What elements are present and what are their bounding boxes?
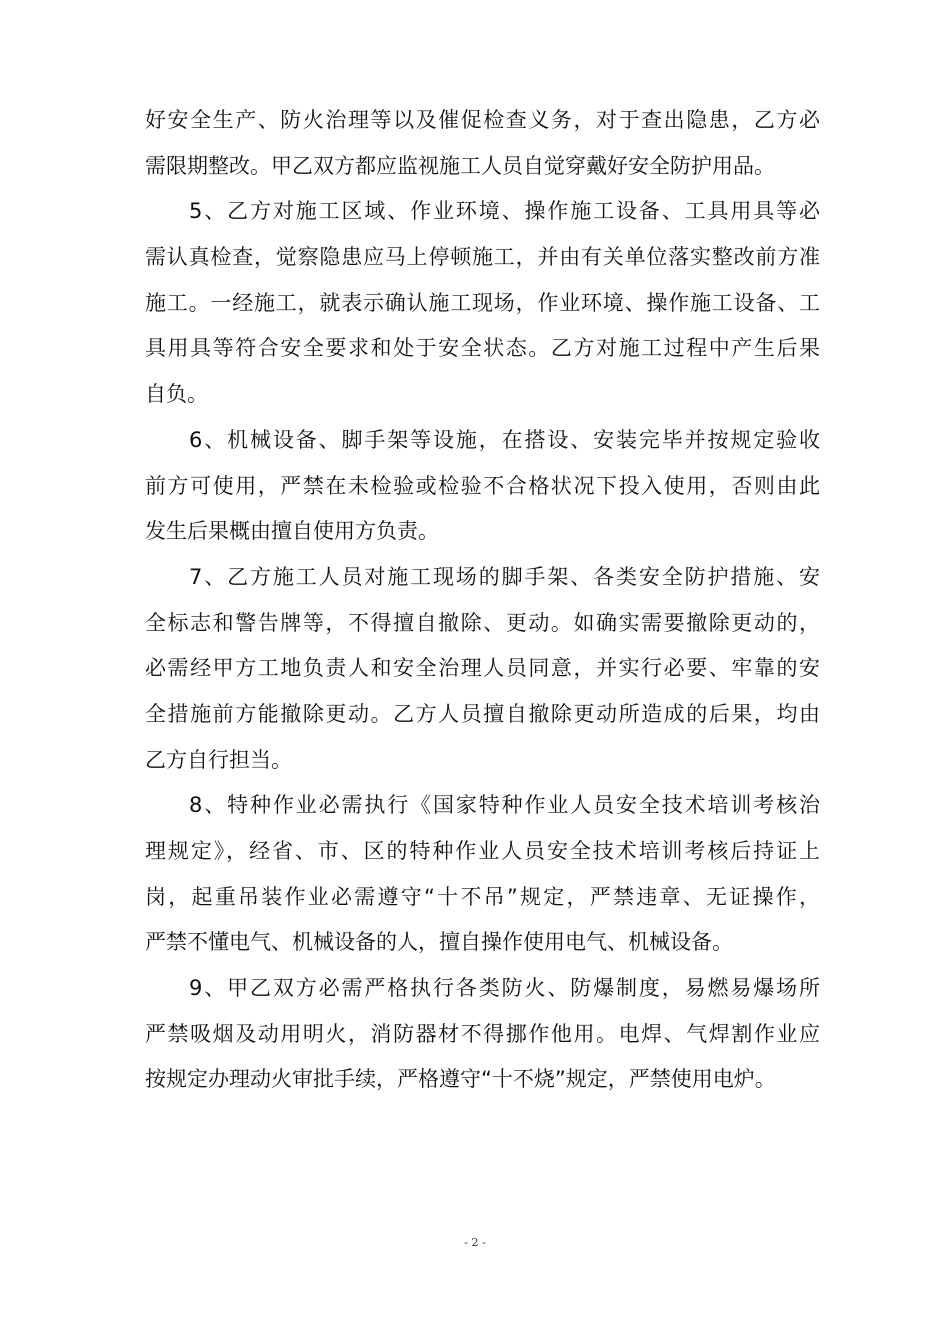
text-line: 严禁不懂电气、机械设备的人，擅自操作使用电气、机械设备。 [145,930,733,955]
text-line: 全标志和警告牌等，不得擅自撤除、更动。如确实需要撤除更动的， [145,610,820,635]
text-line: 乙方自行担当。 [145,747,292,772]
text-line: 发生后果概由擅自使用方负责。 [145,519,439,544]
text-line: 好安全生产、防火治理等以及催促检查义务，对于查出隐患，乙方必 [145,108,820,132]
document-body [145,98,820,1103]
text-line: 必需经甲方工地负责人和安全治理人员同意，并实行必要、牢靠的安 [145,656,820,681]
page-number: - 2 - [464,1236,486,1249]
text-line: 需限期整改。甲乙双方都应监视施工人员自觉穿戴好安全防护用品。 [145,153,775,178]
text-line: 理规定》，经省、市、区的特种作业人员安全技术培训考核后持证上 [145,839,820,863]
text-line: 8、特种作业必需执行《国家特种作业人员安全技术培训考核治 [189,793,820,818]
text-line: 6、机械设备、脚手架等设施，在搭设、安装完毕并按规定验收 [189,427,820,452]
text-line: 自负。 [145,382,208,407]
text-line: 施工。一经施工，就表示确认施工现场，作业环境、操作施工设备、工 [145,290,820,315]
text-line: 按规定办理动火审批手续，严格遵守“十不烧”规定，严禁使用电炉。 [145,1067,776,1092]
text-line: 岗，起重吊装作业必需遵守“十不吊”规定，严禁违章、无证操作， [145,884,820,909]
text-line: 5、乙方对施工区域、作业环境、操作施工设备、工具用具等必 [189,199,820,224]
text-line: 7、乙方施工人员对施工现场的脚手架、各类安全防护措施、安 [189,564,820,589]
text-line: 需认真检查，觉察隐患应马上停顿施工，并由有关单位落实整改前方准 [145,245,820,270]
text-line: 严禁吸烟及动用明火，消防器材不得挪作他用。电焊、气焊割作业应 [145,1021,820,1046]
text-line: 前方可使用，严禁在未检验或检验不合格状况下投入使用，否则由此 [145,473,820,498]
text-line: 9、甲乙双方必需严格执行各类防火、防爆制度，易燃易爆场所 [189,976,820,1001]
text-line: 全措施前方能撤除更动。乙方人员擅自撤除更动所造成的后果，均由 [145,701,820,726]
text-line: 具用具等符合安全要求和处于安全状态。乙方对施工过程中产生后果 [145,336,820,361]
